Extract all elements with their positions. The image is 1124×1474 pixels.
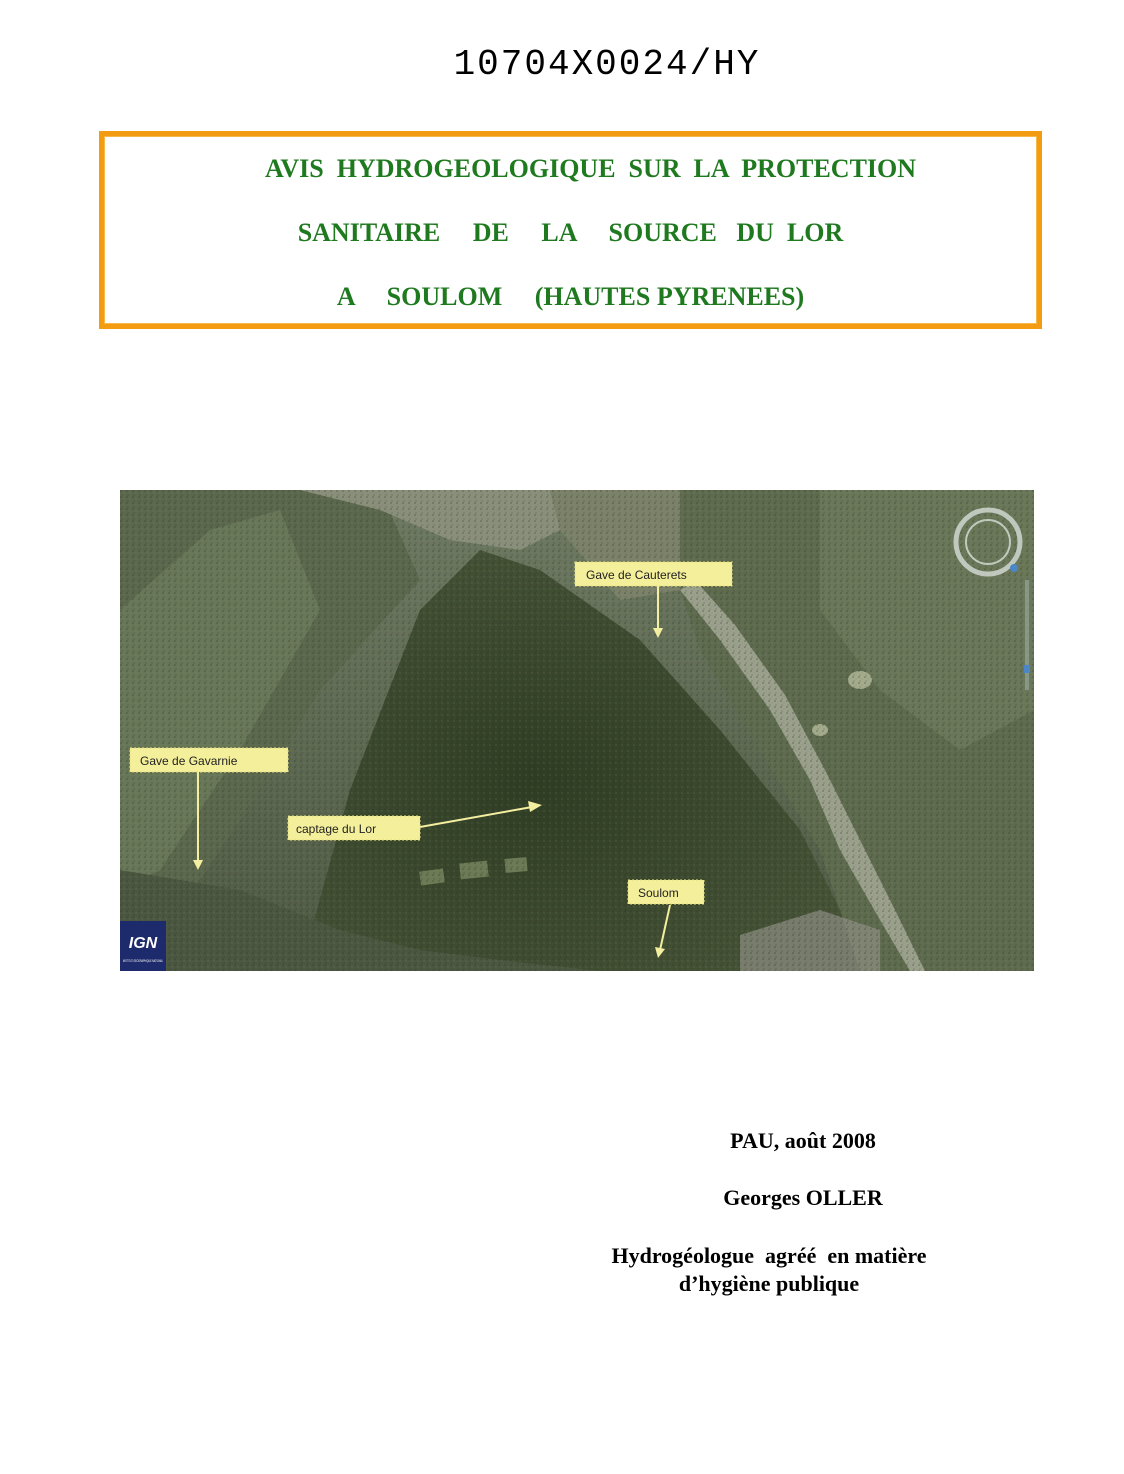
title-line-1: AVIS HYDROGEOLOGIQUE SUR LA PROTECTION bbox=[264, 154, 917, 183]
label-gave-de-gavarnie bbox=[130, 748, 288, 772]
author-role-line-2: d’hygiène publique bbox=[678, 1271, 860, 1296]
title-line-3: A SOULOM (HAUTES PYRENEES) bbox=[336, 282, 805, 311]
author-role-line-1: Hydrogéologue agréé en matière bbox=[611, 1243, 927, 1268]
ign-logo-subtext: INSTITUT GEOGRAPHIQUE NATIONAL bbox=[123, 958, 164, 963]
aerial-photo bbox=[120, 490, 1034, 971]
svg-text:captage du Lor: captage du Lor bbox=[296, 822, 377, 836]
document-reference: 10704X0024/HY bbox=[453, 44, 761, 85]
label-soulom bbox=[628, 880, 704, 904]
title-box bbox=[99, 131, 1042, 329]
svg-text:Gave de Gavarnie: Gave de Gavarnie bbox=[140, 754, 238, 768]
svg-text:Soulom: Soulom bbox=[638, 886, 679, 900]
svg-text:Gave de Cauterets: Gave de Cauterets bbox=[586, 568, 687, 582]
title-line-2: SANITAIRE DE LA SOURCE DU LOR bbox=[297, 218, 844, 247]
ign-logo bbox=[120, 921, 166, 971]
label-gave-de-cauterets bbox=[575, 562, 732, 586]
place-date: PAU, août 2008 bbox=[730, 1128, 876, 1153]
ign-logo-text: IGN bbox=[128, 935, 158, 952]
author-name: Georges OLLER bbox=[723, 1185, 883, 1210]
label-captage-du-lor bbox=[288, 816, 420, 840]
